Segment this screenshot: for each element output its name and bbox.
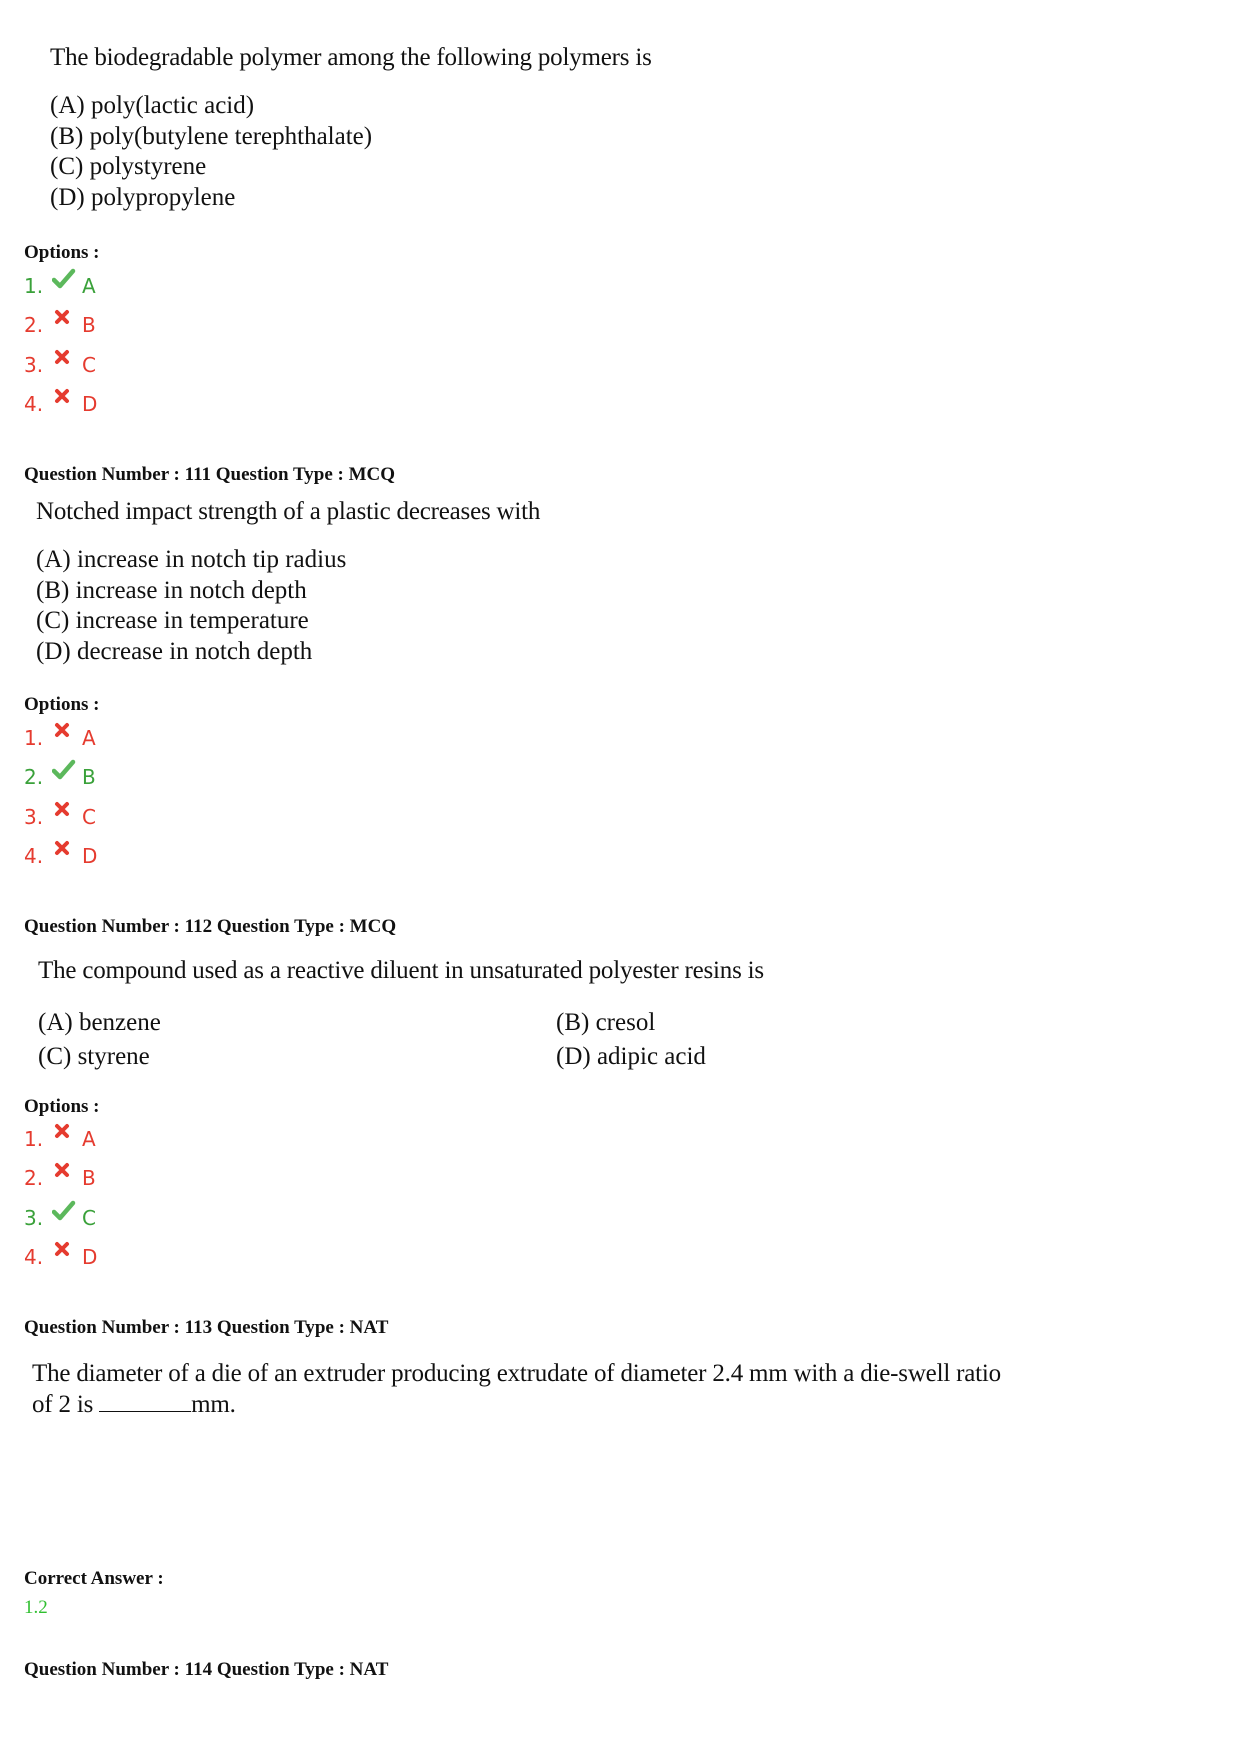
q111-stem: Notched impact strength of a plastic decreases with <box>36 498 541 525</box>
q111-options-label: Options : <box>24 694 100 715</box>
q112-choice-a: (A) benzene <box>38 1009 161 1036</box>
q110-choice-d: (D) polypropylene <box>50 183 236 211</box>
q110-stem: The biodegradable polymer among the following polymers is <box>50 44 652 71</box>
q110-choice-a: (A) poly(lactic acid) <box>50 92 255 119</box>
q112-choice-d: (D) adipic acid <box>556 1043 706 1070</box>
q111-header: Question Number : 111 Question Type : MCQ <box>24 464 396 485</box>
q113-stem-line1: The diameter of a die of an extruder producing extrudate of diameter 2.4 mm with a die-swell ratio <box>32 1360 1001 1387</box>
q112-header: Question Number : 112 Question Type : MCQ <box>24 916 397 937</box>
q110-choice-b: (B) poly(butylene terephthalate) <box>50 122 373 150</box>
q110-options-label: Options : <box>24 242 100 263</box>
cross-icon <box>52 347 72 372</box>
answer-blank <box>99 1391 191 1412</box>
cross-icon <box>52 1121 72 1146</box>
q110-choice-c: (C) polystyrene <box>50 153 207 180</box>
cross-icon <box>52 720 72 745</box>
q112-options-label: Options : <box>24 1096 100 1117</box>
checkmark-icon <box>52 759 76 786</box>
q112-choice-c: (C) styrene <box>38 1043 150 1070</box>
q112-stem: The compound used as a reactive diluent in unsaturated polyester resins is <box>38 957 764 984</box>
q110-choices <box>50 91 372 213</box>
cross-icon <box>52 386 72 411</box>
q113-answer-label: Correct Answer : <box>24 1568 164 1589</box>
q111-choice-d: (D) decrease in notch depth <box>36 637 313 665</box>
cross-icon <box>52 799 72 824</box>
cross-icon <box>52 1239 72 1264</box>
q111-choice-c: (C) increase in temperature <box>36 607 309 634</box>
q113-correct-answer: 1.2 <box>24 1597 48 1618</box>
checkmark-icon <box>52 268 76 295</box>
q114-header: Question Number : 114 Question Type : NAT <box>24 1659 389 1680</box>
q112-choice-b: (B) cresol <box>556 1009 656 1036</box>
q113-header: Question Number : 113 Question Type : NAT <box>24 1317 389 1338</box>
q111-choice-a: (A) increase in notch tip radius <box>36 546 347 573</box>
cross-icon <box>52 838 72 863</box>
q111-choice-b: (B) increase in notch depth <box>36 576 307 604</box>
q113-stem-line2: of 2 is mm. <box>32 1391 236 1418</box>
cross-icon <box>52 307 72 332</box>
checkmark-icon <box>52 1200 76 1227</box>
q111-choices <box>36 545 346 667</box>
cross-icon <box>52 1160 72 1185</box>
